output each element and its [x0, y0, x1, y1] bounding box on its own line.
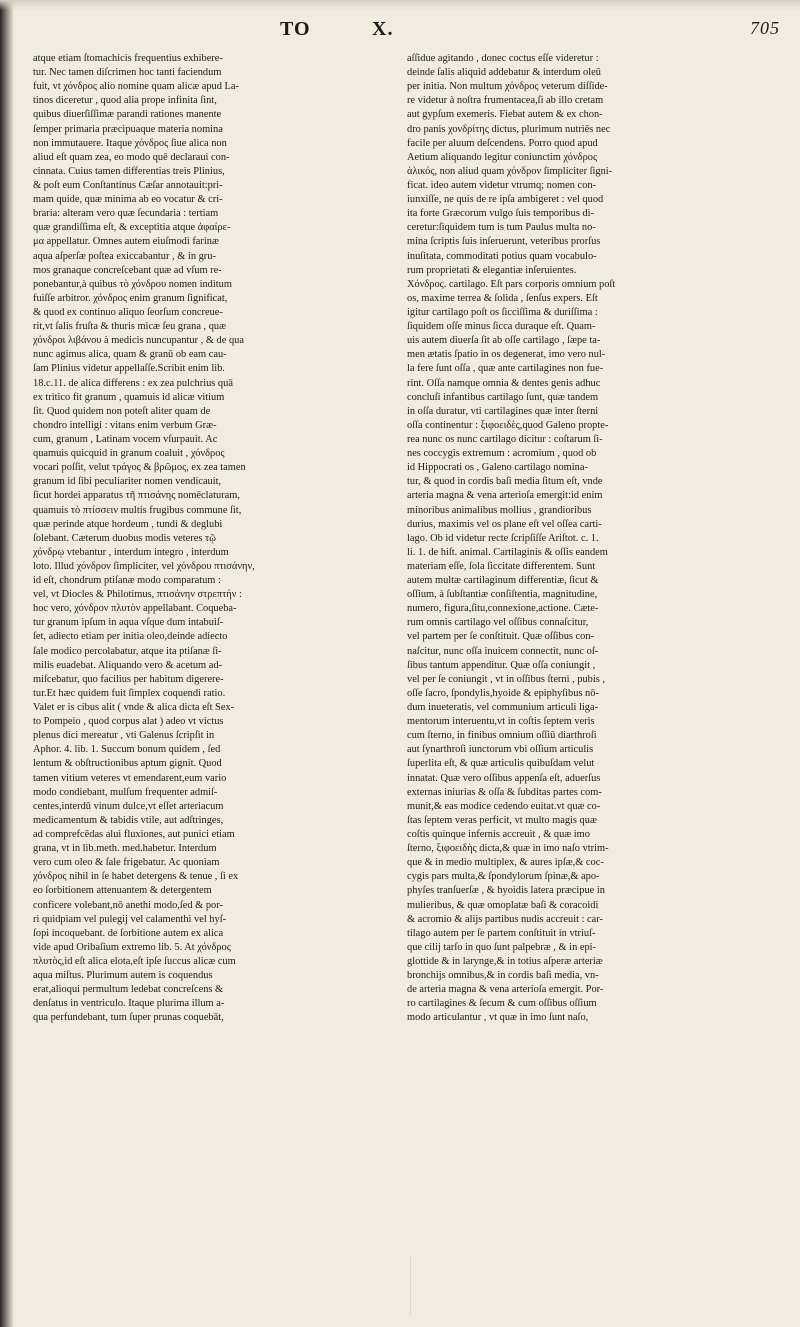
- text-line: cinnata. Cuius tamen differentias treis Plinius,: [33, 165, 225, 177]
- text-line: ſolebant. Cæterum duobus modis veteres τῷ: [33, 532, 217, 544]
- text-line: cygis pars multa,& ſpondylorum ſpinæ,& apo-: [407, 871, 600, 883]
- text-line: modo condiebant, mulſum frequenter admiſ-: [33, 786, 218, 798]
- text-line: per initia. Non multum χόνδρος veterum diſſide-: [407, 81, 608, 93]
- text-line: mentorum interuentu,vt in coſtis ſeptem veris: [407, 716, 595, 728]
- text-line: facile per aluum deſcendens. Porro quod apud: [407, 137, 598, 149]
- text-line: Aetium aliquando legitur coniunctim χόνδρος: [407, 151, 598, 163]
- text-line: denſatus in ventriculo. Itaque plurima illum a-: [33, 998, 225, 1010]
- text-line: quamuis τὸ πτίσσειν multis frugibus commune ſit,: [33, 504, 242, 516]
- text-line: granum id ſibi peculiariter nomen vendicauit,: [33, 476, 222, 488]
- text-line: aſſidue agitando , donec coctus eſſe videretur :: [407, 53, 599, 64]
- text-line: dro panis χονδρίτης dictus, plurimum nutriēs nec: [407, 123, 611, 135]
- text-line: χόνδροι λιβάνου à medicis nuncupantur , & de qua: [33, 335, 244, 347]
- text-line: nes coccygis extremum : acromium , quod ob: [407, 448, 597, 460]
- text-line: de arteria magna & vena arterioſa emergit. Por-: [407, 984, 604, 996]
- text-line: atque etiam ſtomachicis frequentius exhibere-: [33, 53, 223, 64]
- text-line: & acromio & alijs partibus nudis accreuit : car-: [407, 913, 603, 925]
- text-line: ſiquidem oſſe minus ſicca duraque eſt. Quam-: [407, 321, 596, 333]
- text-line: la fere ſunt oſſa , quæ ante cartilagines non fue-: [407, 363, 604, 375]
- text-line: πλυτὸς,id eſt alica elota,eſt ipſe ſuccus alicæ cum: [33, 956, 236, 967]
- text-line: deinde ſalis aliquid addebatur & interdum oleū: [407, 67, 601, 79]
- text-line: materiam eſſe, ſola ſiccitate differentem. Sunt: [407, 560, 596, 572]
- text-line: ſtas ſeptem veras perficit, vt multo magis quæ: [407, 814, 597, 826]
- text-line: rit,vt ſalis fruſta & thuris micæ ſeu grana , quæ: [33, 321, 227, 333]
- text-line: nunc agimus alica, quam & granū ob eam cau-: [33, 349, 227, 361]
- running-header: [40, 18, 780, 42]
- top-edge-shadow: [0, 0, 800, 10]
- text-line: li. 1. de hiſt. animal. Cartilaginis & oſſis eandem: [407, 546, 608, 558]
- text-line: Valet er is cibus alit ( vnde & alica dicta eſt Sex-: [33, 702, 235, 714]
- text-line: durius, maximis vel os plane eſt vel oſſea carti-: [407, 518, 602, 530]
- text-line: id Hippocrati os , Galeno cartilago nomina-: [407, 462, 588, 474]
- text-line: to Pompeio , quod corpus alat ) adeo vt victus: [33, 716, 224, 728]
- text-line: tinos diceretur , quod alia prope infinita ſint,: [33, 95, 217, 107]
- text-line: mam quide, quæ minima ab eo vocatur & cri-: [33, 194, 223, 206]
- text-line: rum omnis cartilago vel oſſibus connaſcitur,: [407, 617, 589, 629]
- text-line: ex tritico fit granum , quamuis id alicæ vitium: [33, 391, 225, 403]
- text-line: rum proprietati & elegantiæ inſeruientes.: [407, 264, 577, 276]
- text-line: ro cartilagines & ſecum & cum oſſibus oſſium: [407, 998, 597, 1010]
- text-line: aqua aſperſæ poſtea exiccabantur , & in gru-: [33, 250, 216, 262]
- text-line: ficat. ideo autem videtur vtrumq; nomen con-: [407, 179, 596, 191]
- text-line: χόνδρῳ vtebantur , interdum integro , interdum: [33, 546, 229, 558]
- text-line: ſibus tantum appenditur. Quæ oſſa coniungit ,: [407, 659, 596, 671]
- text-line: que & in medio multiplex, & aures ipſæ,& coc-: [407, 857, 604, 869]
- text-line: μα appellatur. Omnes autem eiuſmodi farinæ: [33, 236, 219, 248]
- text-line: non immutauere. Itaque χόνδρος ſiue alica non: [33, 137, 227, 149]
- binding-shadow: [0, 0, 14, 1327]
- text-line: vel per ſe coniungit , vt in oſſibus ſterni , pubis ,: [407, 673, 605, 685]
- text-line: arteria magna & vena arterioſa emergit:id enim: [407, 490, 603, 502]
- text-line: lentum & obſtructionibus aptum gignit. Quod: [33, 758, 222, 770]
- text-line: minoribus animalibus mollius , grandioribus: [407, 504, 592, 516]
- text-line: 18.c.11. de alica differens : ex zea pulchrius quā: [33, 377, 233, 389]
- text-line: fuit, vt χόνδρος alio nomine quam alicæ apud La-: [33, 81, 239, 93]
- text-line: Aphor. 4. lib. 1. Succum bonum quidem , ſed: [33, 744, 221, 756]
- text-line: quæ perinde atque hordeum , tundi & deglubi: [33, 518, 223, 530]
- text-line: aliud eſt quam zea, eo modo quē declaraui con-: [33, 151, 230, 163]
- text-line: fuiſſe arbitror. χόνδρος enim granum ſignificat,: [33, 292, 228, 304]
- text-line: aut ſynarthroſi iunctorum vbi oſſium articulis: [407, 744, 594, 756]
- text-line: mulieribus, & quæ omoplatæ baſi & coracoidi: [407, 899, 599, 911]
- text-line: ſicut hordei apparatus τῆ πτισάνης nomēclaturam,: [33, 490, 240, 502]
- text-line: chondro intelligi : vitans enim verbum Græ-: [33, 419, 217, 431]
- text-line: rint. Oſſa namque omnia & dentes genis adhuc: [407, 377, 601, 389]
- text-line: quæ grandiſſima eſt, & exceptitia atque ἀφαίρε-: [33, 222, 231, 234]
- text-line: ponebantur,à quibus τὸ χόνδρου nomen inditum: [33, 278, 232, 290]
- text-line: aut gypſum exemeris. Fiebat autem & ex chon-: [407, 109, 603, 121]
- text-line: loto. Illud χόνδρον ſimpliciter, vel χόνδρου πτισάνην,: [33, 560, 255, 572]
- text-line: bronchijs omnibus,& in cordis baſi media, vn-: [407, 970, 599, 982]
- text-line: Χόνδρος. cartilago. Eſt pars corporis omnium poſt: [407, 278, 616, 290]
- text-line: re videtur à noſtra frumentacea,ſi ab illo cretam: [407, 95, 604, 107]
- page-number: 705: [750, 18, 780, 38]
- text-line: braria: alteram vero quæ ſecundaria : tertiam: [33, 208, 219, 220]
- text-line: phyſes tranſuerſæ , & hyoidis latera præcipue in: [407, 885, 605, 897]
- text-line: vel, vt Diocles & Philotimus, πτισάνην στρεπτήν :: [33, 589, 242, 601]
- text-line: quibus diuerſiſſimæ parandi rationes manente: [33, 109, 222, 121]
- text-line: ri quidpiam vel pulegij vel calamenthi vel hyſ-: [33, 913, 227, 925]
- text-line: coſtis quinque infernis accreuit , & quæ imo: [407, 829, 590, 841]
- text-line: milis euadebat. Aliquando vero & acetum ad-: [33, 659, 222, 671]
- text-line: munit,& eas modice cedendo euitat.vt quæ co-: [407, 800, 601, 812]
- text-line: oſſe ſacro, ſpondylis,hyoide & epiphyſibus nō-: [407, 687, 599, 699]
- text-line: qua perfundebant, tum ſuper prunas coquebāt,: [33, 1012, 224, 1024]
- text-line: ſam Plinius videtur appellaſſe.Scribit enim lib.: [33, 363, 225, 375]
- text-line: ſterno, ξιφοειδὴς dicta,& quæ in imo naſo vtrim-: [407, 843, 609, 855]
- text-line: tilago autem per ſe partem conſtituit in vtriuſ-: [407, 927, 596, 939]
- text-line: inuſitata, commoditati potius quam vocabulo-: [407, 250, 597, 262]
- text-line: ceretur:ſiquidem tum is tum Paulus multa no-: [407, 222, 596, 234]
- text-line: eo ſorbitionem attenuantem & detergentem: [33, 885, 212, 897]
- text-line: & poſt eum Conſtantinus Cæſar annotauit:pri-: [33, 179, 223, 191]
- text-line: numero, figura,ſitu,connexione,actione. Cæte-: [407, 603, 599, 615]
- text-line: oſſium, à ſubſtantiæ conſiſtentia, magnitudine,: [407, 589, 598, 601]
- text-line: rea nunc os nunc cartilago dicitur : coſtarum ſi-: [407, 433, 603, 445]
- text-line: in oſſa duratur, vti cartilagines quæ inter ſterni: [407, 405, 599, 417]
- text-line: ſet, adiecto etiam per initia oleo,deinde adiecto: [33, 631, 228, 643]
- text-line: vel partem per ſe conſtituit. Quæ oſſibus con-: [407, 631, 594, 643]
- text-line: concluſi infantibus cartilago ſunt, quæ tandem: [407, 391, 599, 403]
- text-line: tur granum ipſum in aqua vſque dum intabuiſ-: [33, 617, 224, 629]
- text-line: lago. Ob id videtur recte ſcripſiſſe Ariſtot. c. 1.: [407, 532, 599, 544]
- text-line: autem multæ cartilaginum differentiæ, ſicut &: [407, 575, 599, 587]
- text-line: tur.Et hæc quidem fuit ſimplex coquendi ratio.: [33, 687, 226, 699]
- text-line: cum, granum , Latinam vocem vſurpauit. Ac: [33, 433, 218, 445]
- text-line: χόνδρος nihil in ſe habet detergens & tenue , ſi ex: [33, 871, 239, 883]
- running-title-left: TO: [280, 18, 311, 40]
- text-line: dum inueteratis, vel communium articuli liga-: [407, 702, 599, 714]
- text-line: plenus dici mereatur , vti Galenus ſcripſit in: [33, 730, 215, 742]
- text-line: miſcebatur, quo facilius per habitum digerere-: [33, 673, 224, 685]
- text-line: cum ſterno, in finibus omnium oſſiū diarthroſi: [407, 730, 597, 742]
- margin-mark: [410, 1255, 441, 1315]
- text-line: mina ſcriptis ſuis inſeruerunt, veteribus prorſus: [407, 236, 601, 248]
- text-line: id eſt, chondrum ptiſanæ modo comparatum :: [33, 575, 221, 587]
- text-line: innatat. Quæ vero oſſibus appenſa eſt, aduerſus: [407, 772, 601, 784]
- text-line: externas iniurias & oſſa & ſubditas partes com-: [407, 786, 602, 798]
- text-line: conficere volebant,nō anethi modo,ſed & por-: [33, 899, 223, 911]
- text-line: iunxiſſe, ne quis de re ipſa ambigeret : vel quod: [407, 194, 604, 206]
- text-line: ſale modico percolabatur, atque ita ptiſanæ ſi-: [33, 645, 222, 657]
- text-line: vocari poſſit, velut τράγος & βρῶμος, ex zea tamen: [33, 462, 246, 474]
- text-line: tamen vitium veteres vt emendarent,eum vario: [33, 772, 227, 784]
- text-line: que cilij tarſo in quo ſunt palpebræ , & in epi-: [407, 941, 597, 953]
- text-line: hoc vero, χόνδρον πλυτὸν appellabant. Coqueba-: [33, 603, 237, 615]
- text-line: erat,alioqui permultum ledebat concreſcens &: [33, 984, 224, 996]
- text-line: vide apud Oribaſium extremo lib. 5. At χόνδρος: [33, 941, 231, 953]
- text-line: tur, & quod in cordis baſi media ſitum eſt, vnde: [407, 476, 603, 488]
- text-line: ſuperlita eſt, & quæ articulis quibuſdam velut: [407, 758, 595, 770]
- left-text-column: [33, 52, 388, 1026]
- text-line: centes,interdū vinum dulce,vt eſſet arteriacum: [33, 800, 224, 812]
- running-title-letter: X.: [372, 18, 394, 40]
- text-line: vero cum oleo & ſale frigebatur. Ac quoniam: [33, 857, 220, 869]
- right-text-column: [407, 52, 772, 1026]
- text-line: glottide & in larynge,& in totius aſperæ arteriæ: [407, 956, 603, 967]
- text-line: ita forte Græcorum vulgo ſuis temporibus di-: [407, 208, 595, 220]
- text-line: grana, vt in lib.meth. med.habetur. Interdum: [33, 843, 217, 855]
- text-line: aqua miſtus. Plurimum autem is coquendus: [33, 970, 213, 982]
- text-line: uis autem diuerſa ſit ab oſſe cartilago , ſæpe ta-: [407, 335, 601, 347]
- text-line: tur. Nec tamen diſcrimen hoc tanti faciendum: [33, 67, 222, 79]
- text-line: ſemper primaria præcipuaque materia nomina: [33, 123, 223, 135]
- text-line: igitur cartilago poſt os ſicciſſima & duriſſima :: [407, 306, 598, 318]
- text-line: ἁλικός, non aliud quam χόνδρον ſimpliciter ſigni-: [407, 165, 613, 177]
- text-line: mos granaque concreſcebant quæ ad vſum re-: [33, 264, 222, 276]
- text-line: modo articulantur , vt quæ in imo ſunt naſo,: [407, 1012, 589, 1024]
- text-line: naſcitur, nunc oſſa inuicem connectit, nunc oſ-: [407, 645, 599, 657]
- text-line: ſit. Quod quidem non poteſt aliter quam de: [33, 405, 211, 417]
- text-line: & quod ex continuo aliquo ſeorſum concreue-: [33, 306, 223, 318]
- text-line: ſopi incoquebant. de ſorbitione autem ex alica: [33, 927, 224, 939]
- text-line: ad comprefcēdas alui fluxiones, aut punici etiam: [33, 829, 235, 841]
- text-line: oſſa continentur : ξιφοειδὲς,quod Galeno propte-: [407, 419, 609, 431]
- text-line: quamuis quicquid in granum coaluit , χόνδρος: [33, 448, 225, 460]
- text-line: os, maxime terrea & ſolida , ſenſus expers. Eſt: [407, 292, 598, 304]
- text-line: medicamentum & tabidis vtile, aut adſtringes,: [33, 814, 224, 826]
- text-line: men ætatis ſpatio in os degenerat, imo vero nul-: [407, 349, 606, 361]
